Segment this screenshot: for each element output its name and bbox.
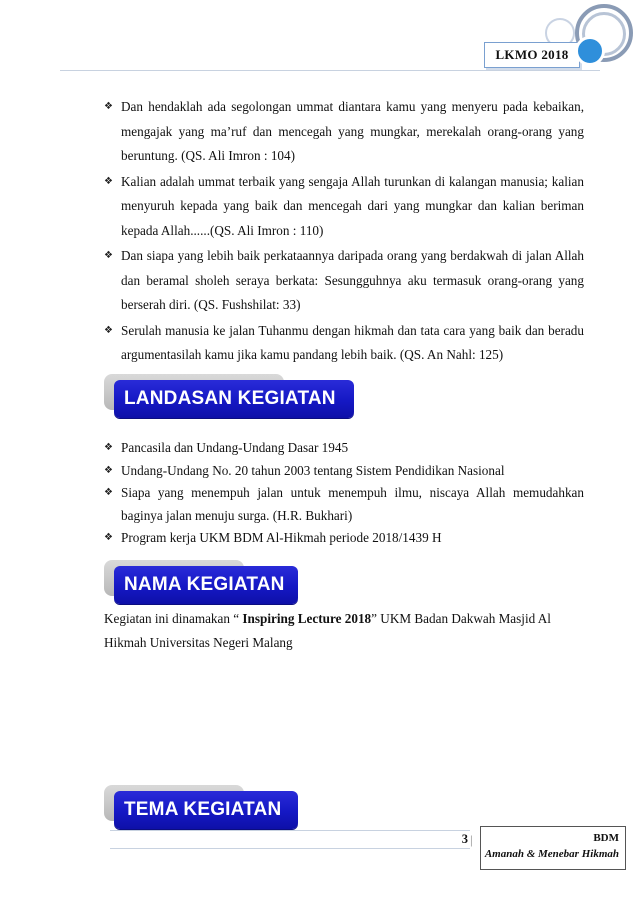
footer-motto: Amanah & Menebar Hikmah — [484, 848, 619, 860]
diamond-bullet-icon: ❖ — [104, 442, 113, 453]
list-item — [104, 527, 584, 550]
event-name: Inspiring Lecture 2018 — [242, 611, 372, 626]
diamond-bullet-icon: ❖ — [104, 532, 113, 543]
section-title: NAMA KEGIATAN — [114, 566, 298, 604]
section-title: LANDASAN KEGIATAN — [114, 380, 354, 418]
list-item-text: Serulah manusia ke jalan Tuhanmu dengan hikmah dan tata cara yang baik dan beradu argumentasilah kamu jika kamu pandang lebih baik. (QS. An Nahl: 125) — [121, 322, 584, 362]
diamond-bullet-icon: ❖ — [104, 487, 113, 498]
landasan-list — [104, 437, 584, 550]
list-item — [104, 319, 584, 368]
list-item — [104, 437, 584, 460]
list-item — [104, 244, 584, 318]
header-decor-dot — [575, 36, 605, 66]
footer-org: BDM — [593, 832, 619, 844]
list-item-text: Dan siapa yang lebih baik perkataannya daripada orang yang berdakwah di jalan Allah dan beramal sholeh seraya berkata: Sesungguhnya aku termasuk orang-orang yang berserah diri. (QS. Fushshilat: 33) — [121, 248, 584, 312]
diamond-bullet-icon: ❖ — [104, 101, 113, 112]
list-item-text: Siapa yang menempuh jalan untuk menempuh ilmu, niscaya Allah memudahkan baginya jalan menuju surga. (H.R. Bukhari) — [121, 485, 584, 523]
list-item — [104, 460, 584, 483]
list-item-text: Dan hendaklah ada segolongan ummat diantara kamu yang menyeru pada kebaikan, mengajak yang ma’ruf dan mencegah yang mungkar, merekalah orang-orang yang beruntung. (QS. Ali Imron : 104) — [121, 99, 584, 163]
list-item-text: Pancasila dan Undang-Undang Dasar 1945 — [121, 440, 349, 455]
header-badge: LKMO 2018 — [484, 42, 580, 68]
footer-divider — [110, 830, 470, 831]
paragraph-text-before: Kegiatan ini dinamakan “ — [104, 611, 243, 626]
footer-divider-lower — [110, 848, 470, 849]
header-divider — [60, 70, 600, 71]
nama-kegiatan-paragraph — [104, 607, 574, 655]
quran-verse-list — [104, 95, 584, 369]
diamond-bullet-icon: ❖ — [104, 464, 113, 476]
list-item — [104, 95, 584, 169]
list-item — [104, 482, 584, 527]
list-item-text: Kalian adalah ummat terbaik yang sengaja Allah turunkan di kalangan manusia; kalian menyuruh kepada yang baik dan mencegah dari yang mungkar dan kalian beriman kepada Allah......(QS. Ali Imron : 110) — [121, 173, 584, 238]
list-item-text: Program kerja UKM BDM Al-Hikmah periode 2018/1439 H — [121, 530, 442, 545]
page-number-separator: | — [470, 832, 473, 847]
page-number: 3 — [461, 832, 468, 846]
diamond-bullet-icon: ❖ — [104, 324, 113, 336]
paragraph-text-after: ” UKM Badan Dakwah Masjid Al Hikmah Universitas Negeri Malang — [104, 611, 551, 650]
footer-box — [480, 826, 626, 870]
diamond-bullet-icon: ❖ — [104, 250, 113, 261]
section-title: TEMA KEGIATAN — [114, 791, 298, 829]
list-item-text: Undang-Undang No. 20 tahun 2003 tentang Sistem Pendidikan Nasional — [121, 462, 505, 478]
list-item — [104, 170, 584, 244]
diamond-bullet-icon: ❖ — [104, 175, 113, 187]
